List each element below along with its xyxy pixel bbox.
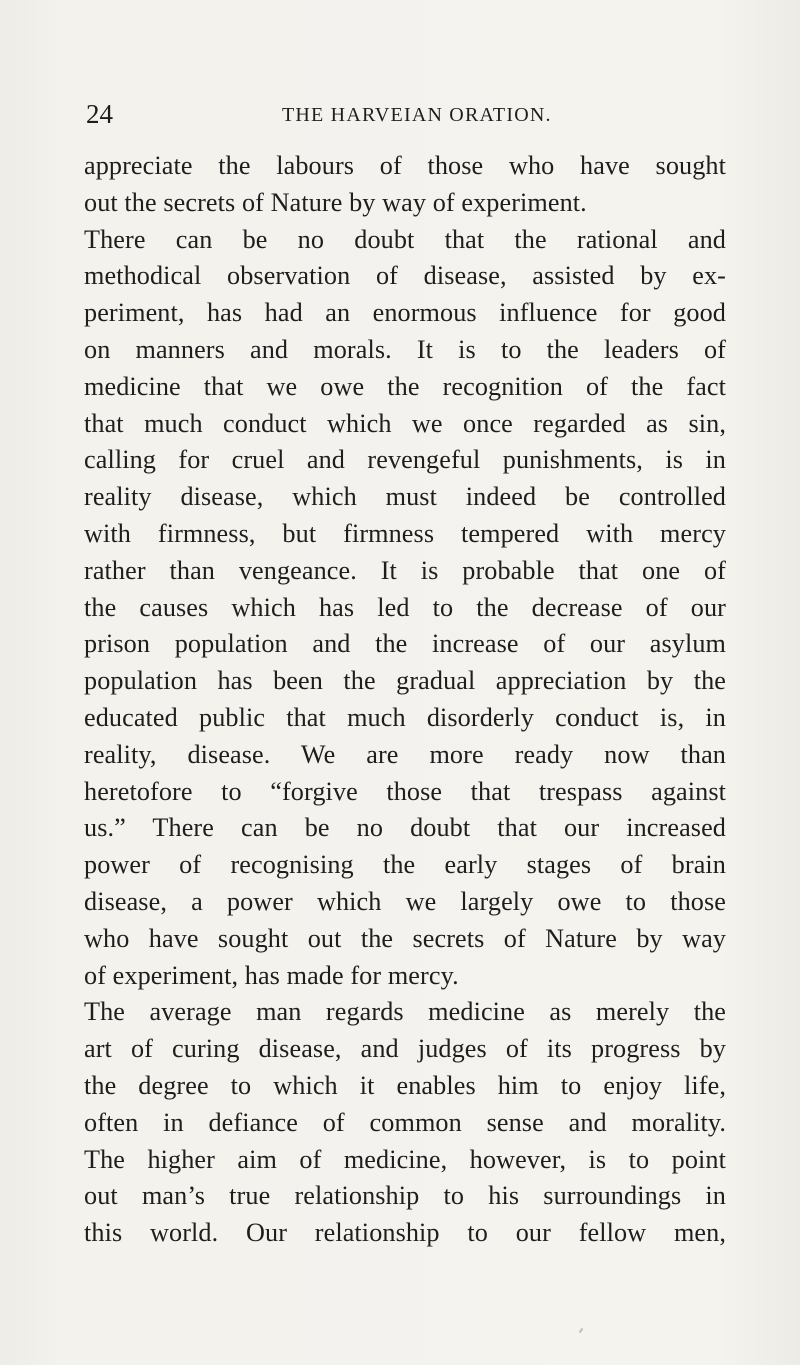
text-line: on manners and morals. It is to the leaders of <box>84 334 726 364</box>
text-line: disease, a power which we largely owe to those <box>84 886 726 916</box>
text-line: heretofore to “forgive those that trespass against <box>84 776 726 806</box>
page-number: 24 <box>86 99 113 129</box>
text-line: who have sought out the secrets of Nature by way <box>84 923 726 953</box>
text-line: reality, disease. We are more ready now than <box>84 739 726 769</box>
text-line: periment, has had an enormous influence for good <box>84 298 726 328</box>
body-text <box>84 148 726 1252</box>
text-line: out the secrets of Nature by way of experiment. <box>84 187 587 217</box>
text-line: rather than vengeance. It is probable that one of <box>84 555 726 585</box>
text-line: the degree to which it enables him to enjoy life, <box>84 1070 726 1100</box>
text-line: prison population and the increase of our asylum <box>84 629 726 659</box>
text-line: The higher aim of medicine, however, is to point <box>84 1144 726 1174</box>
text-line: There can be no doubt that the rational and <box>84 224 726 254</box>
text-line: reality disease, which must indeed be controlled <box>84 482 726 512</box>
text-line: calling for cruel and revengeful punishments, is in <box>84 445 726 475</box>
text-line: of experiment, has made for mercy. <box>84 960 459 990</box>
text-line: medicine that we owe the recognition of the fact <box>84 371 726 401</box>
text-line: often in defiance of common sense and morality. <box>84 1107 726 1137</box>
paper-speck <box>579 1328 584 1333</box>
text-line: methodical observation of disease, assisted by ex- <box>84 261 726 291</box>
text-line: power of recognising the early stages of brain <box>84 850 726 880</box>
text-line: population has been the gradual appreciation by the <box>84 666 726 696</box>
running-head: THE HARVEIAN ORATION. <box>282 104 552 126</box>
text-line: with firmness, but firmness tempered with mercy <box>84 518 726 548</box>
text-line: educated public that much disorderly conduct is, in <box>84 702 726 732</box>
text-line: us.” There can be no doubt that our increased <box>84 813 726 843</box>
text-line: appreciate the labours of those who have sought <box>84 151 726 180</box>
page-header <box>86 96 726 132</box>
text-line: The average man regards medicine as merely the <box>84 997 726 1027</box>
text-line: out man’s true relationship to his surroundings in <box>84 1181 726 1211</box>
text-line: that much conduct which we once regarded as sin, <box>84 408 726 438</box>
text-line: this world. Our relationship to our fellow men, <box>84 1218 726 1248</box>
text-line: art of curing disease, and judges of its progress by <box>84 1034 726 1064</box>
text-line: the causes which has led to the decrease of our <box>84 592 726 622</box>
